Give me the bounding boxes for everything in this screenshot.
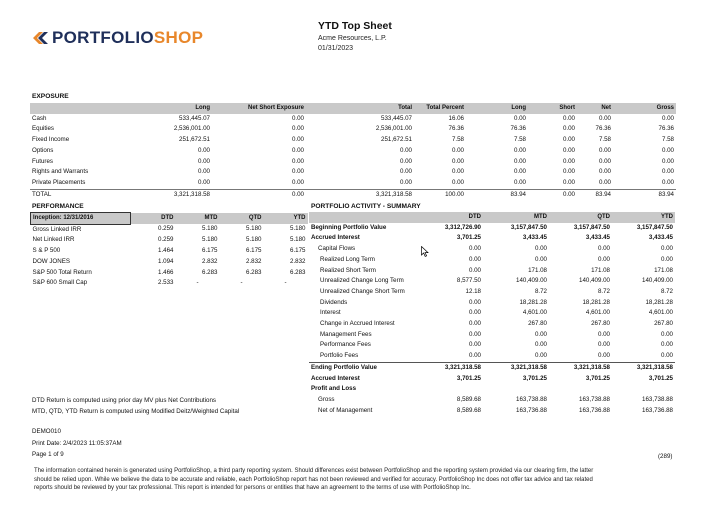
activity-cell: 8.72 [660,287,673,295]
activity-header: MTD [483,212,549,223]
performance-note-dtd: DTD Return is computed using prior day MV plus Net Contributions [32,397,216,404]
performance-row [31,268,308,279]
activity-header-blank [309,212,417,223]
activity-cell: 0.00 [468,266,481,274]
exposure-cell: 0.00 [399,178,412,186]
activity-row [309,406,675,417]
activity-row-label: Unrealized Change Long Term [320,277,404,285]
exposure-row [30,114,676,125]
exposure-cell: 0.00 [562,178,575,186]
performance-cell: 5.180 [290,236,306,244]
performance-cell: 1.094 [158,257,174,265]
exposure-cell: 0.00 [661,157,674,165]
performance-row [31,278,308,289]
activity-cell: 3,157,847.50 [573,223,610,231]
performance-cell: 6.175 [290,247,306,255]
activity-cell: 18,281.28 [645,298,673,306]
exposure-cell: 0.00 [661,178,674,186]
activity-cell: 3,701.25 [456,234,481,242]
performance-cell: 1.464 [158,247,174,255]
activity-cell: 163,738.88 [579,395,610,403]
performance-row-label: Gross Linked IRR [32,225,82,233]
activity-cell: 0.00 [468,352,481,360]
activity-cell: 3,321,318.58 [483,362,549,373]
activity-cell: 8,589.68 [456,395,481,403]
activity-row [309,362,675,373]
activity-cell: 0.00 [468,320,481,328]
activity-row-label: Performance Fees [320,341,371,349]
exposure-cell: 76.36 [658,125,674,133]
performance-row-label: S&P 600 Small Cap [32,279,88,287]
exposure-cell: 0.00 [562,157,575,165]
performance-section-title: PERFORMANCE [32,203,84,210]
activity-row [309,266,675,277]
exposure-row [30,124,676,135]
exposure-cell: 76.36 [595,125,611,133]
activity-row [309,308,675,319]
exposure-total-cell: 0.00 [528,189,577,200]
activity-cell: 0.00 [534,352,547,360]
activity-row-label: Unrealized Change Short Term [320,287,405,295]
activity-cell: 4,601.00 [648,309,673,317]
activity-cell: 163,738.88 [516,395,547,403]
exposure-cell: 0.00 [399,146,412,154]
performance-cell: 6.283 [290,268,306,276]
exposure-cell: 2,536,001.00 [375,125,412,133]
activity-row-label: Dividends [320,298,348,306]
activity-cell [612,384,675,395]
activity-cell: 267.80 [528,320,547,328]
activity-cell: 18,281.28 [582,298,610,306]
exposure-row [30,157,676,168]
performance-cell: 0.259 [158,236,174,244]
exposure-cell: 0.00 [451,157,464,165]
activity-cell: 163,736.88 [642,406,673,414]
performance-cell: - [240,279,243,287]
exposure-cell: 7.58 [598,136,611,144]
activity-cell: 0.00 [597,341,610,349]
exposure-cell: 0.00 [562,114,575,122]
exposure-cell: 0.00 [562,146,575,154]
activity-row-label: Management Fees [320,330,372,338]
exposure-cell: 0.00 [661,168,674,176]
exposure-total-label: TOTAL [30,189,120,200]
activity-cell: 0.00 [468,255,481,263]
activity-cell: 4,601.00 [585,309,610,317]
exposure-header: Net [577,103,613,114]
exposure-cell: 251,672.51 [381,136,412,144]
activity-cell: 267.80 [654,320,673,328]
activity-cell: 3,433.45 [522,234,547,242]
activity-cell: 0.00 [597,330,610,338]
activity-cell: 3,321,318.58 [612,362,675,373]
exposure-row [30,135,676,146]
brand-name-part2: SHOP [153,28,204,47]
performance-header: QTD [220,213,264,225]
exposure-row-label: Options [32,146,54,154]
activity-row [309,255,675,266]
activity-cell: 140,409.00 [516,277,547,285]
exposure-total-cell: 0.00 [212,189,306,200]
activity-cell: 3,321,318.58 [417,362,483,373]
performance-row-label: DOW JONES [32,257,70,265]
exposure-cell: 0.00 [513,168,526,176]
exposure-cell: 0.00 [197,178,210,186]
activity-row-label: Interest [320,309,341,317]
exposure-header [30,103,120,114]
activity-cell: 140,409.00 [642,277,673,285]
exposure-total-row [30,189,676,200]
performance-inception-header: Inception: 12/31/2016 [31,213,131,225]
exposure-cell: 0.00 [291,136,304,144]
performance-cell: 0.259 [158,225,174,233]
activity-cell: 8,589.68 [456,406,481,414]
exposure-cell: 2,536,001.00 [173,125,210,133]
performance-cell: 6.283 [246,268,262,276]
activity-cell: 0.00 [597,352,610,360]
exposure-cell: 0.00 [197,157,210,165]
exposure-cell: 533,445.07 [179,114,210,122]
exposure-row [30,167,676,178]
exposure-total-cell: 83.94 [613,189,676,200]
exposure-row-label: Private Placements [32,178,86,186]
exposure-cell: 0.00 [598,178,611,186]
activity-cell: 3,701.25 [585,374,610,382]
activity-cell [549,384,612,395]
exposure-cell: 0.00 [598,114,611,122]
exposure-cell: 0.00 [598,157,611,165]
activity-header: YTD [612,212,675,223]
activity-cell: 3,157,847.50 [636,223,673,231]
activity-cell [483,384,549,395]
activity-row [309,287,675,298]
exposure-cell: 76.36 [448,125,464,133]
activity-cell: 3,312,726.90 [444,223,481,231]
activity-header: QTD [549,212,612,223]
performance-cell: 2.832 [202,257,218,265]
performance-table [30,212,308,289]
activity-row-label: Ending Portfolio Value [309,362,417,373]
performance-cell: 2.533 [158,279,174,287]
exposure-header: Total Percent [414,103,466,114]
activity-row [309,374,675,385]
activity-row-label: Realized Short Term [320,266,376,274]
exposure-cell: 0.00 [513,114,526,122]
exposure-row [30,146,676,157]
activity-cell: 8.72 [597,287,610,295]
exposure-cell: 0.00 [291,125,304,133]
activity-header: DTD [417,212,483,223]
exposure-cell: 76.36 [510,125,526,133]
activity-cell: 0.00 [468,245,481,253]
activity-row [309,298,675,309]
exposure-cell: 0.00 [598,146,611,154]
activity-row [309,384,675,395]
activity-table [309,212,675,416]
exposure-row-label: Futures [32,157,53,165]
mouse-cursor-icon [421,246,429,257]
report-client: Acme Resources, L.P. [318,35,387,42]
brand-name-part1: PORTFOLIO [52,28,154,47]
exposure-header: Long [466,103,528,114]
activity-cell: 140,409.00 [579,277,610,285]
performance-header: DTD [131,213,176,225]
report-title: YTD Top Sheet [318,20,392,32]
activity-row-label: Accrued Interest [311,234,360,242]
activity-row [309,330,675,341]
brand-logo [32,30,203,46]
activity-cell: 0.00 [468,309,481,317]
exposure-cell: 0.00 [197,146,210,154]
activity-cell: 18,281.28 [519,298,547,306]
activity-row-label: Realized Long Term [320,255,375,263]
activity-cell: 171.08 [654,266,673,274]
exposure-row-label: Cash [32,114,47,122]
exposure-cell: 0.00 [399,157,412,165]
exposure-section-title: EXPOSURE [32,93,69,100]
activity-row [309,233,675,244]
print-date: Print Date: 2/4/2023 11:05:37AM [32,440,122,447]
exposure-cell: 0.00 [451,178,464,186]
report-date: 01/31/2023 [318,45,354,52]
exposure-header: Short [528,103,577,114]
activity-cell: 0.00 [660,255,673,263]
exposure-cell: 7.58 [661,136,674,144]
performance-row-label: S & P 500 [32,247,61,255]
performance-header: YTD [264,213,308,225]
performance-cell: 6.175 [246,247,262,255]
activity-row-label: Net of Management [318,406,373,414]
activity-cell: 0.00 [597,255,610,263]
exposure-row-label: Fixed Income [32,136,70,144]
activity-cell: 0.00 [468,330,481,338]
exposure-row [30,178,676,189]
performance-note-mtd: MTD, QTD, YTD Return is computed using Modified Deitz/Weighted Capital [32,408,240,415]
activity-row-label: Accrued Interest [311,374,360,382]
account-code: DEMO010 [32,428,61,435]
exposure-cell: 0.00 [513,178,526,186]
activity-cell: 0.00 [468,298,481,306]
activity-cell: 163,736.88 [516,406,547,414]
performance-cell: 5.180 [246,225,262,233]
performance-cell: 2.832 [246,257,262,265]
performance-cell: 1.466 [158,268,174,276]
activity-row [309,276,675,287]
activity-cell: 3,321,318.58 [549,362,612,373]
activity-cell: 3,157,847.50 [510,223,547,231]
performance-cell: 6.283 [202,268,218,276]
activity-cell: 171.08 [591,266,610,274]
performance-row [31,257,308,268]
exposure-cell: 0.00 [291,178,304,186]
exposure-cell: 7.58 [451,136,464,144]
activity-cell: 3,433.45 [585,234,610,242]
activity-cell: 3,433.45 [648,234,673,242]
exposure-row-label: Equities [32,125,55,133]
performance-row-label: Net Linked IRR [32,236,75,244]
activity-cell: 163,738.88 [642,395,673,403]
activity-cell: 0.00 [534,341,547,349]
performance-cell: 2.832 [290,257,306,265]
activity-cell: 8.72 [534,287,547,295]
exposure-header: Gross [613,103,676,114]
exposure-cell: 0.00 [513,157,526,165]
activity-cell: 0.00 [660,352,673,360]
page-indicator: Page 1 of 9 [32,451,64,458]
exposure-total-cell: 3,321,318.58 [306,189,414,200]
activity-cell: 12.18 [465,287,481,295]
performance-cell: 5.180 [246,236,262,244]
performance-cell: 5.180 [202,236,218,244]
exposure-cell: 0.00 [399,168,412,176]
activity-cell: 0.00 [534,330,547,338]
exposure-total-cell: 3,321,318.58 [120,189,212,200]
exposure-cell: 0.00 [197,168,210,176]
disclaimer-text: The information contained herein is generated using PortfolioShop, a third party reporting system. Should differences exist between PortfolioShop and the reporting system provided via our clearing firm, the latter should be relied upon. While we believe the data to be accurate and reliable, each PortfolioShop report has not been reviewed and verified for accuracy. PortfolioShop Inc does not offer tax advice and tax related reports should be reviewed by your tax professional. This report is intended for persons or entities that have an agreement to the terms of use with PortfolioShop Inc. [34,468,594,492]
activity-cell: 0.00 [597,245,610,253]
activity-cell: 163,736.88 [579,406,610,414]
activity-cell [417,384,483,395]
performance-row [31,224,308,235]
activity-row-label: Profit and Loss [311,385,357,393]
performance-cell: 5.180 [290,225,306,233]
report-code: (289) [658,453,673,460]
exposure-cell: 7.58 [513,136,526,144]
portfolioshop-logo-icon [32,30,50,46]
activity-cell: 0.00 [534,245,547,253]
activity-cell: 267.80 [591,320,610,328]
activity-cell: 0.00 [660,245,673,253]
performance-cell: 5.180 [202,225,218,233]
performance-row-label: S&P 500 Total Return [32,268,92,276]
activity-row-label: Portfolio Fees [320,352,359,360]
exposure-cell: 0.00 [598,168,611,176]
exposure-cell: 0.00 [291,157,304,165]
exposure-cell: 533,445.07 [381,114,412,122]
performance-cell: - [196,279,199,287]
activity-cell: 4,601.00 [522,309,547,317]
exposure-cell: 0.00 [291,168,304,176]
activity-row [309,351,675,362]
exposure-cell: 0.00 [562,136,575,144]
performance-row [31,235,308,246]
exposure-cell: 251,672.51 [179,136,210,144]
activity-cell: 3,701.25 [456,374,481,382]
activity-row-label: Beginning Portfolio Value [311,223,387,231]
activity-cell: 0.00 [468,341,481,349]
activity-cell: 3,701.25 [522,374,547,382]
activity-cell: 0.00 [534,255,547,263]
activity-cell: 0.00 [660,341,673,349]
performance-header: MTD [176,213,220,225]
exposure-total-cell: 83.94 [466,189,528,200]
activity-section-title: PORTFOLIO ACTIVITY - SUMMARY [311,203,421,210]
activity-row [309,395,675,406]
performance-cell: - [284,279,287,287]
exposure-cell: 0.00 [661,146,674,154]
activity-row-label: Capital Flows [318,245,356,253]
activity-row [309,223,675,234]
activity-row-label: Gross [318,395,335,403]
activity-row [309,319,675,330]
exposure-total-cell: 83.94 [577,189,613,200]
activity-row-label: Change in Accrued Interest [320,320,395,328]
exposure-table [30,103,676,200]
exposure-header: Long [120,103,212,114]
activity-cell: 8,577.50 [456,277,481,285]
activity-cell: 0.00 [660,330,673,338]
activity-cell: 171.08 [528,266,547,274]
activity-cell: 3,701.25 [648,374,673,382]
exposure-cell: 0.00 [513,146,526,154]
exposure-cell: 0.00 [291,146,304,154]
exposure-header: Total [306,103,414,114]
exposure-cell: 0.00 [562,168,575,176]
exposure-header: Net Short Exposure [212,103,306,114]
exposure-cell: 16.06 [448,114,464,122]
performance-row [31,246,308,257]
performance-cell: 6.175 [202,247,218,255]
exposure-cell: 0.00 [291,114,304,122]
exposure-cell: 0.00 [451,168,464,176]
exposure-cell: 0.00 [562,125,575,133]
activity-row [309,244,675,255]
exposure-row-label: Rights and Warrants [32,168,89,176]
exposure-cell: 0.00 [661,114,674,122]
exposure-cell: 0.00 [451,146,464,154]
activity-row [309,340,675,351]
exposure-total-cell: 100.00 [414,189,466,200]
